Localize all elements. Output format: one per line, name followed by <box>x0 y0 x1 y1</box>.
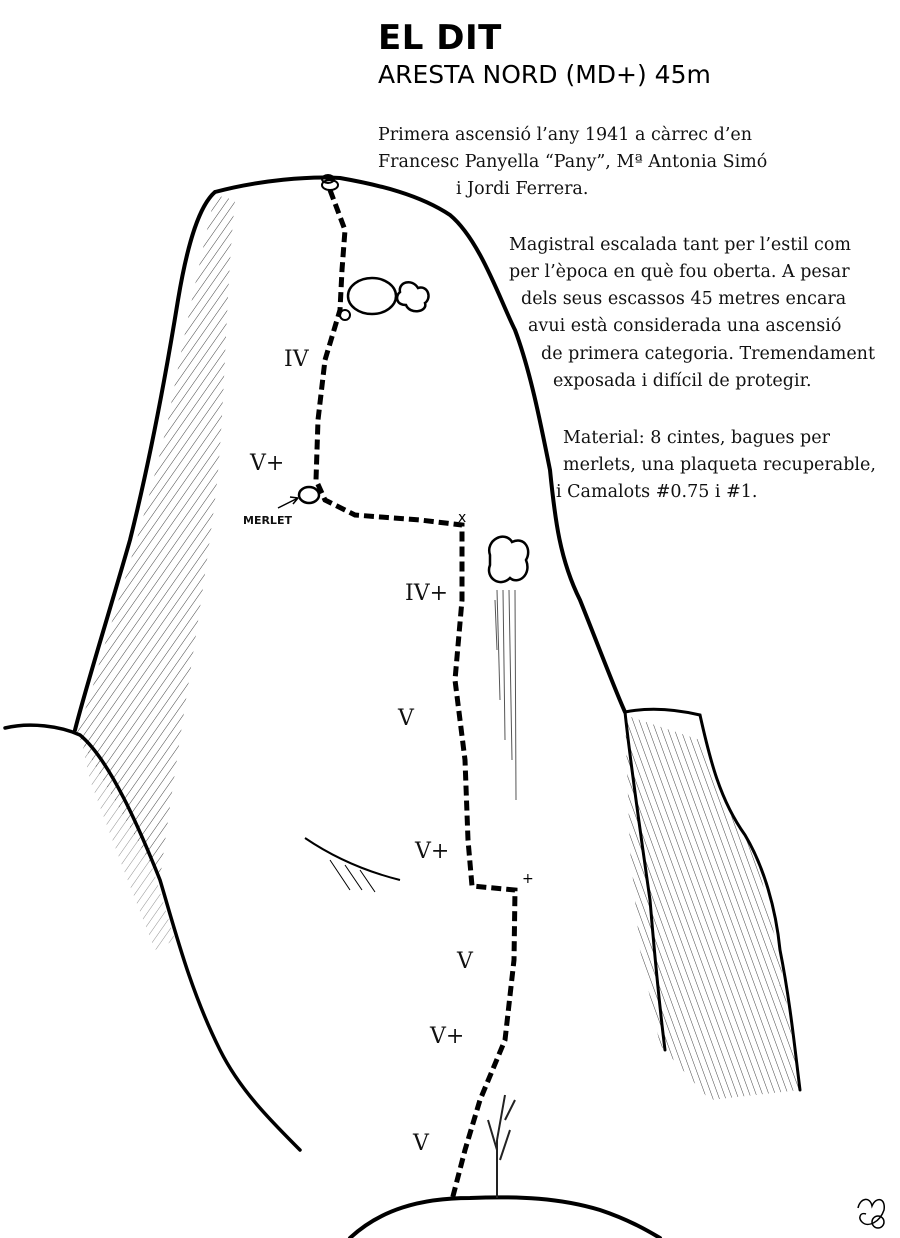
history-line-1: Primera ascensió l’any 1941 a càrrec d’en <box>378 125 753 145</box>
material-line-1: Material: 8 cintes, bagues per <box>563 428 830 448</box>
vegetation-streak <box>495 590 516 800</box>
material-line-3: i Camalots #0.75 i #1. <box>556 482 758 502</box>
grade-pitch-2: V+ <box>250 451 285 476</box>
grade-pitch-5: V+ <box>415 839 450 864</box>
ledge <box>305 838 400 892</box>
material-line-2: merlets, una plaqueta recuperable, <box>563 455 876 475</box>
grade-pitch-1: IV <box>284 347 309 372</box>
merlet-block <box>299 487 319 503</box>
tree-sketch <box>488 1095 515 1198</box>
description-line-5: de primera categoria. Tremendament <box>541 344 875 364</box>
description-line-1: Magistral escalada tant per l’estil com <box>509 235 851 255</box>
ground-base <box>350 1197 660 1238</box>
page-title: EL DIT <box>378 18 502 58</box>
description-line-2: per l’època en què fou oberta. A pesar <box>509 262 850 282</box>
description-line-3: dels seus escassos 45 metres encara <box>521 289 847 309</box>
piton-mark-1: x <box>458 510 467 526</box>
merlet-arrow <box>278 497 298 508</box>
route-line <box>316 190 515 1200</box>
merlet-label: MERLET <box>243 514 292 527</box>
bush-middle <box>489 537 528 582</box>
history-line-2: Francesc Panyella “Pany”, Mª Antonia Simó <box>378 152 768 172</box>
grade-pitch-6: V <box>457 949 473 974</box>
piton-mark-2: + <box>522 871 534 887</box>
grade-pitch-7: V+ <box>430 1024 465 1049</box>
description-line-6: exposada i difícil de protegir. <box>553 371 812 391</box>
grade-pitch-3: IV+ <box>405 581 449 606</box>
route-subtitle: ARESTA NORD (MD+) 45m <box>378 60 711 89</box>
author-signature-icon <box>858 1199 884 1228</box>
grade-pitch-8: V <box>413 1131 429 1156</box>
piton-ring <box>340 310 350 320</box>
description-line-4: avui està considerada una ascensió <box>528 316 842 336</box>
grade-pitch-4: V <box>398 706 414 731</box>
bush-top <box>348 278 429 314</box>
history-line-3: i Jordi Ferrera. <box>456 179 589 199</box>
